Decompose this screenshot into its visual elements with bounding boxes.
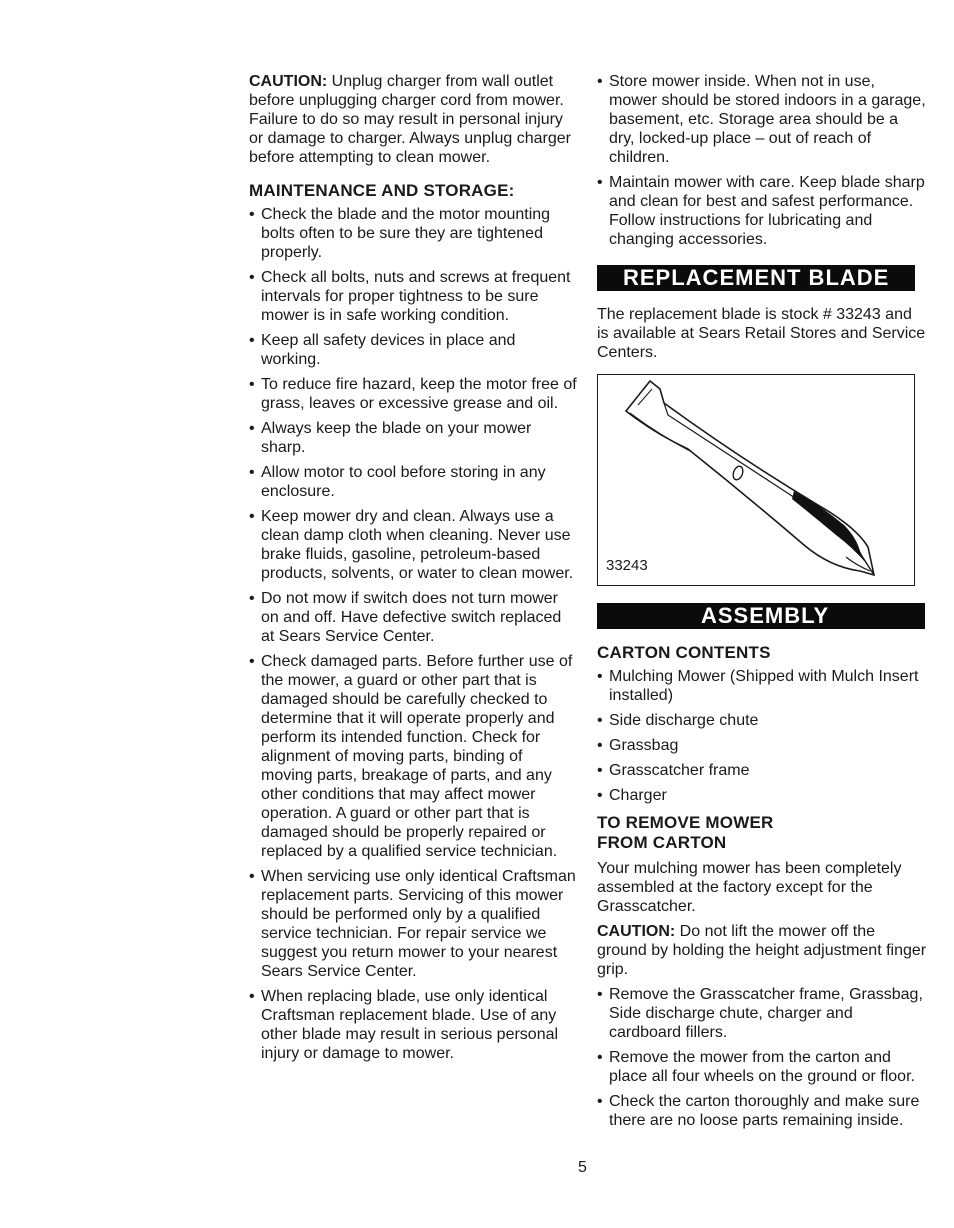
page-number: 5 — [578, 1159, 587, 1176]
list-item: • Keep all safety devices in place and working. — [249, 331, 577, 369]
blade-figure — [597, 374, 915, 586]
caution-label: CAUTION: — [249, 73, 328, 90]
list-item: • Maintain mower with care. Keep blade sharp and clean for best and safest performance. Follow instructions for lubricating and changing accessories. — [597, 173, 927, 249]
remove-heading-line2: FROM CARTON — [597, 833, 727, 852]
list-item: • When servicing use only identical Craftsman replacement parts. Servicing of this mower should be performed only by a qualified service technician. For repair service we suggest you return mower to your nearest Sears Service Center. — [249, 867, 577, 981]
list-item: • Remove the mower from the carton and place all four wheels on the ground or floor. — [597, 1048, 927, 1086]
list-item: • Remove the Grasscatcher frame, Grassbag, Side discharge chute, charger and cardboard fillers. — [597, 985, 927, 1042]
carton-list — [597, 667, 927, 805]
storage-list — [597, 72, 927, 249]
list-item: • Mulching Mower (Shipped with Mulch Insert installed) — [597, 667, 927, 705]
caution-intro — [249, 72, 577, 167]
right-column — [597, 72, 927, 1130]
list-item: • Grasscatcher frame — [597, 761, 927, 780]
list-item: • When replacing blade, use only identical Craftsman replacement blade. Use of any other blade may result in serious personal injury or damage to mower. — [249, 987, 577, 1063]
carton-contents-heading: CARTON CONTENTS — [597, 643, 771, 662]
list-item: • Grassbag — [597, 736, 927, 755]
caution-text: Unplug charger from wall outlet before unplugging charger cord from mower. Failure to do so may result in personal injury or damage to charger. Always unplug charger before attempting to clean mower. — [249, 73, 571, 166]
mower-blade-icon — [598, 375, 914, 585]
list-item: • Charger — [597, 786, 927, 805]
list-item: • Side discharge chute — [597, 711, 927, 730]
list-item: • Check damaged parts. Before further use of the mower, a guard or other part that is damaged should be carefully checked to determine that it will operate properly and perform its intended function. Check for alignment of moving parts, binding of moving parts, breakage of parts, and any other conditions that may affect mower operation. A guard or other part that is damaged should be properly repaired or replaced by a qualified service technician. — [249, 652, 577, 861]
remove-mower-heading — [597, 813, 927, 853]
list-item: • Keep mower dry and clean. Always use a clean damp cloth when cleaning. Never use brake fluids, gasoline, petroleum-based products, solvents, or water to clean mower. — [249, 507, 577, 583]
remove-mower-text: Your mulching mower has been completely assembled at the factory except for the Grasscatcher. — [597, 860, 902, 915]
list-item: • Check the blade and the motor mounting bolts often to be sure they are tightened properly. — [249, 205, 577, 262]
remove-heading-line1: TO REMOVE MOWER — [597, 813, 774, 832]
list-item: • Always keep the blade on your mower sharp. — [249, 419, 577, 457]
caution-text: Do not lift the mower off the ground by holding the height adjustment finger grip. — [597, 923, 927, 978]
list-item: • Allow motor to cool before storing in any enclosure. — [249, 463, 577, 501]
replacement-blade-text: The replacement blade is stock # 33243 and is available at Sears Retail Stores and Service Centers. — [597, 306, 926, 361]
caution-label: CAUTION: — [597, 923, 676, 940]
list-item: • Do not mow if switch does not turn mower on and off. Have defective switch replaced at Sears Service Center. — [249, 589, 577, 646]
maintenance-heading: MAINTENANCE AND STORAGE: — [249, 181, 515, 200]
left-column — [249, 72, 577, 1063]
list-item: • Check the carton thoroughly and make sure there are no loose parts remaining inside. — [597, 1092, 927, 1130]
remove-caution — [597, 922, 927, 979]
replacement-blade-banner: REPLACEMENT BLADE — [597, 265, 915, 291]
list-item: • Store mower inside. When not in use, mower should be stored indoors in a garage, basement, etc. Storage area should be a dry, locked-up place – out of reach of children. — [597, 72, 927, 167]
figure-label: 33243 — [606, 557, 648, 574]
assembly-banner: ASSEMBLY — [597, 603, 925, 629]
list-item: • To reduce fire hazard, keep the motor free of grass, leaves or excessive grease and oil. — [249, 375, 577, 413]
remove-list — [597, 985, 927, 1130]
maintenance-list — [249, 205, 577, 1063]
list-item: • Check all bolts, nuts and screws at frequent intervals for proper tightness to be sure mower is in safe working condition. — [249, 268, 577, 325]
